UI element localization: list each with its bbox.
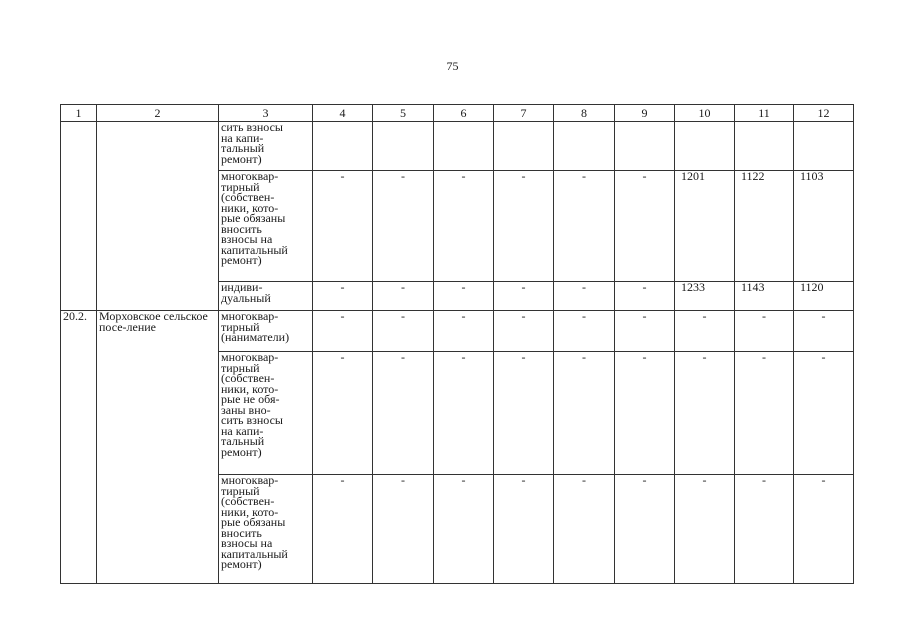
value-cell: - — [794, 352, 854, 475]
page-number: 75 — [446, 59, 459, 73]
value-cell: - — [554, 352, 615, 475]
value-cell: - — [675, 475, 735, 584]
housing-type-cell: сить взносы на капи- тальный ремонт) — [219, 122, 313, 171]
value-cell: - — [373, 352, 434, 475]
housing-type-cell: индиви- дуальный — [219, 282, 313, 311]
value-cell: - — [494, 171, 554, 282]
column-header: 2 — [97, 105, 219, 122]
value-cell: - — [554, 311, 615, 352]
column-header: 3 — [219, 105, 313, 122]
value-cell: - — [554, 282, 615, 311]
table-row — [61, 122, 854, 171]
table-row — [61, 311, 854, 352]
value-cell: - — [615, 352, 675, 475]
value-cell — [675, 122, 735, 171]
value-cell — [494, 122, 554, 171]
value-cell — [615, 122, 675, 171]
value-cell: - — [554, 475, 615, 584]
value-cell: - — [675, 311, 735, 352]
value-cell: 1143 — [735, 282, 794, 311]
value-cell: - — [313, 282, 373, 311]
column-header: 11 — [735, 105, 794, 122]
value-cell: - — [434, 171, 494, 282]
value-cell: - — [494, 475, 554, 584]
value-cell: 1233 — [675, 282, 735, 311]
housing-type-cell: многоквар- тирный (собствен- ники, кото- рые не обя- заны вно- сить взносы на капи- тальный ремонт) — [219, 352, 313, 475]
value-cell: - — [313, 475, 373, 584]
column-header: 9 — [615, 105, 675, 122]
value-cell: - — [434, 311, 494, 352]
row-number-cell: 20.2. — [61, 311, 97, 584]
column-header: 1 — [61, 105, 97, 122]
value-cell: - — [313, 171, 373, 282]
value-cell: - — [373, 282, 434, 311]
value-cell: - — [615, 311, 675, 352]
value-cell: - — [615, 475, 675, 584]
value-cell: - — [313, 352, 373, 475]
value-cell: - — [494, 282, 554, 311]
value-cell — [735, 122, 794, 171]
data-table — [60, 104, 854, 584]
column-header: 10 — [675, 105, 735, 122]
value-cell: - — [494, 311, 554, 352]
value-cell: - — [675, 352, 735, 475]
row-number-cell — [61, 122, 97, 311]
value-cell — [554, 122, 615, 171]
header-row — [61, 105, 854, 122]
value-cell: - — [373, 475, 434, 584]
value-cell — [434, 122, 494, 171]
value-cell: 1120 — [794, 282, 854, 311]
value-cell — [794, 122, 854, 171]
value-cell: - — [554, 171, 615, 282]
housing-type-cell: многоквар- тирный (собствен- ники, кото- рые обязаны вносить взносы на капитальный ремонт) — [219, 475, 313, 584]
value-cell: 1122 — [735, 171, 794, 282]
value-cell: - — [434, 282, 494, 311]
housing-type-cell: многоквар- тирный (собствен- ники, кото- рые обязаны вносить взносы на капитальный ремонт) — [219, 171, 313, 282]
value-cell: - — [434, 352, 494, 475]
value-cell: - — [373, 171, 434, 282]
value-cell — [373, 122, 434, 171]
value-cell: 1103 — [794, 171, 854, 282]
value-cell: - — [794, 475, 854, 584]
value-cell: - — [494, 352, 554, 475]
column-header: 7 — [494, 105, 554, 122]
value-cell: - — [615, 282, 675, 311]
value-cell: - — [794, 311, 854, 352]
value-cell — [313, 122, 373, 171]
value-cell: - — [735, 311, 794, 352]
value-cell: - — [313, 311, 373, 352]
settlement-cell: Морховское сельское посе-ление — [97, 311, 219, 584]
column-header: 8 — [554, 105, 615, 122]
housing-type-cell: многоквар- тирный (наниматели) — [219, 311, 313, 352]
value-cell: - — [615, 171, 675, 282]
value-cell: - — [735, 475, 794, 584]
column-header: 6 — [434, 105, 494, 122]
value-cell: - — [735, 352, 794, 475]
value-cell: - — [434, 475, 494, 584]
value-cell: - — [373, 311, 434, 352]
settlement-cell — [97, 122, 219, 311]
value-cell: 1201 — [675, 171, 735, 282]
column-header: 12 — [794, 105, 854, 122]
column-header: 4 — [313, 105, 373, 122]
column-header: 5 — [373, 105, 434, 122]
